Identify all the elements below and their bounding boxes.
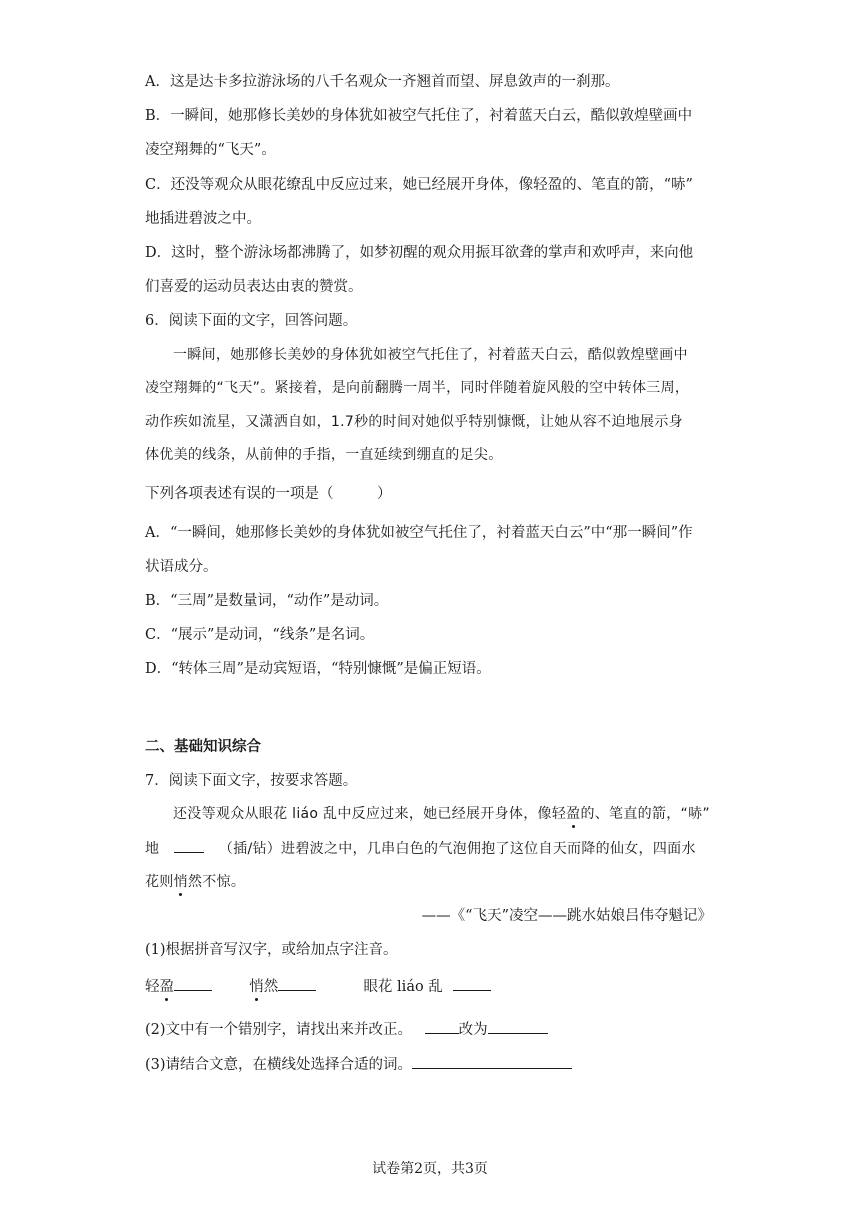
option-6d: D．“转体三周”是动宾短语，“特别慷慨”是偏正短语。 [145,661,491,677]
passage-7-line2 [145,838,696,859]
fill-label: 眼花 liáo 乱 [363,979,443,995]
option-5c-line1: C．还没等观众从眼花缭乱中反应过来，她已经展开身体，像轻盈的、笔直的箭，“哧” [145,177,693,193]
fill-label: 轻 [145,979,160,995]
passage-7-text: 还没等观众从眼花 liáo 乱中反应过来，她已经展开身体，像轻 [173,806,567,822]
option-5b-line1: B．一瞬间，她那修长美妙的身体犹如被空气托住了，衬着蓝天白云，酷似敦煌壁画中 [145,108,693,124]
passage-7-text: 花则 [145,874,174,890]
option-5d-line2: 们喜爱的运动员表达由衷的赞赏。 [145,279,363,295]
page-footer: 试卷第2页，共3页 [372,1161,488,1177]
question-6-stem: 下列各项表述有误的一项是（ ） [145,486,392,502]
passage-7-line1 [173,804,710,824]
section-heading: 二、基础知识综合 [145,739,261,755]
passage-source: ——《“飞天”凌空——跳水姑娘吕伟夺魁记》 [421,908,712,924]
option-5a: A．这是达卡多拉游泳场的八千名观众一齐翘首而望、屏息敛声的一刹那。 [145,74,620,90]
passage-6-line1: 一瞬间，她那修长美妙的身体犹如被空气托住了，衬着蓝天白云，酷似敦煌壁画中 [173,347,688,363]
passage-7-text: 然不惊。 [187,874,246,890]
option-6b: B．“三周”是数量词，“动作”是动词。 [145,593,389,609]
answer-blank[interactable] [488,1019,548,1034]
subquestion-1-fills [145,976,491,997]
dotted-char: 悄 [173,874,188,890]
option-5b-line2: 凌空翔舞的“飞天”。 [145,142,276,158]
subquestion-3 [145,1054,572,1075]
dotted-char: 盈 [159,979,174,995]
option-5c-line2: 地插进碧波之中。 [145,211,261,227]
question-6-title: 6．阅读下面的文字，回答问题。 [145,313,358,329]
answer-blank[interactable] [412,1054,572,1069]
option-6c: C．“展示”是动词，“线条”是名词。 [145,627,375,643]
answer-blank[interactable] [174,838,204,853]
answer-blank[interactable] [278,976,316,991]
subquestion-2 [145,1019,548,1040]
dotted-char: 盈 [566,806,581,822]
option-6a-line1: A．“一瞬间，她那修长美妙的身体犹如被空气托住了，衬着蓝天白云”中“那一瞬间”作 [145,525,693,541]
passage-7-text: （插/钻）进碧波之中，几串白色的气泡佣抱了这位自天而降的仙女，四面水 [218,841,696,857]
subquestion-3-text: (3)请结合文意，在横线处选择合适的词。 [145,1057,413,1073]
option-6a-line2: 状语成分。 [145,559,218,575]
subquestion-2-text: (2)文中有一个错别字，请找出来并改正。 [145,1022,413,1038]
answer-blank[interactable] [174,976,212,991]
passage-6-line2: 凌空翔舞的“飞天”。紧接着，是向前翻腾一周半，同时伴随着旋风般的空中转体三周， [145,380,690,396]
fill-label: 然 [263,979,279,995]
answer-blank[interactable] [425,1019,459,1034]
passage-6-line3: 动作疾如流星，又潇洒自如，1.7秒的时间对她似乎特别慷慨，让她从容不迫地展示身 [145,414,683,430]
dotted-char: 悄 [249,979,264,995]
passage-7-line3 [145,872,245,892]
subquestion-1: (1)根据拼音写汉字，或给加点字注音。 [145,942,398,958]
option-5d-line1: D．这时，整个游泳场都沸腾了，如梦初醒的观众用振耳欲聋的掌声和欢呼声，来向他 [145,245,694,261]
passage-6-line4: 体优美的线条，从前伸的手指，一直延续到绷直的足尖。 [145,447,503,463]
question-7-title: 7．阅读下面文字，按要求答题。 [145,773,358,789]
passage-7-text: 地 [145,841,160,857]
answer-blank[interactable] [453,976,491,991]
subquestion-2-mid: 改为 [458,1022,488,1038]
passage-7-text: 的、笔直的箭，“哧” [580,806,710,822]
